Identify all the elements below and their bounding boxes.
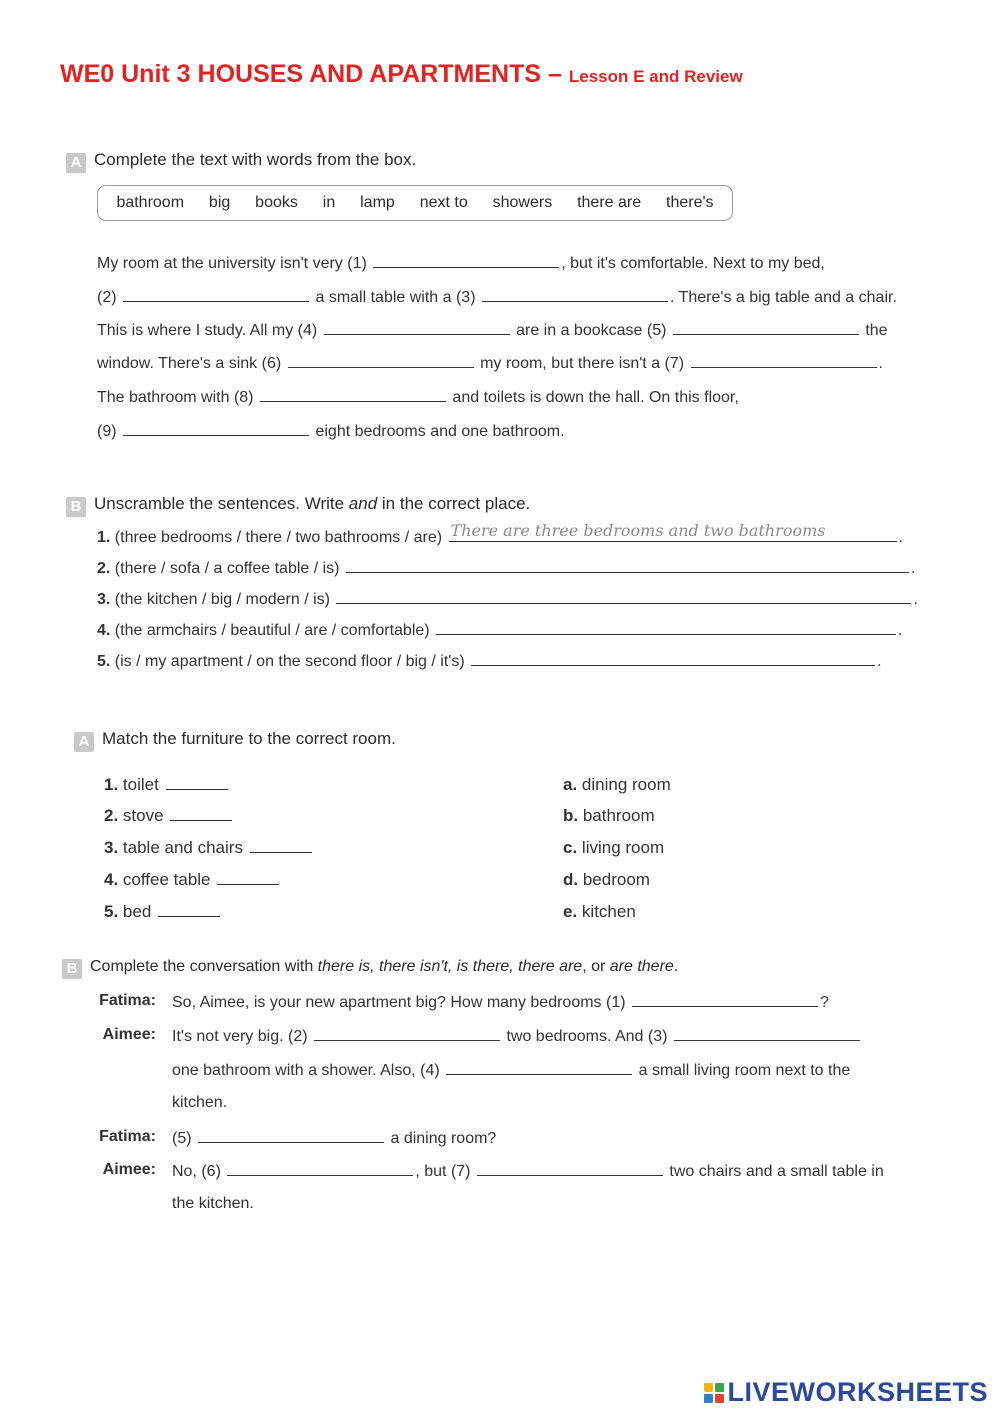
box-word: next to (419, 194, 468, 211)
blank-9[interactable] (123, 421, 309, 436)
speaker-fatima: Fatima: (99, 992, 156, 1009)
furniture-item: 4. coffee table (104, 870, 281, 890)
liveworksheets-logo (704, 1377, 988, 1408)
room-option: e. kitchen (563, 902, 636, 921)
box-word: showers (492, 194, 553, 211)
unscramble-answer-2[interactable] (346, 558, 909, 573)
dialogue-line: No, (6) , but (7) two chairs and a small table in (172, 1163, 884, 1180)
box-word: big (208, 194, 231, 211)
text-line: window. There's a sink (6) my room, but there isn't a (7) . (97, 355, 883, 372)
blank-4[interactable] (324, 320, 510, 335)
dialogue-line: kitchen. (172, 1094, 228, 1111)
blank-6[interactable] (288, 353, 474, 368)
text-line: (9) eight bedrooms and one bathroom. (97, 423, 565, 440)
title-dash: – (548, 60, 562, 88)
dialogue-blank-6[interactable] (227, 1161, 413, 1176)
section1-heading (66, 150, 416, 173)
section1-letter-badge: A (66, 153, 86, 173)
title-sub: Lesson E and Review (568, 67, 743, 86)
match-blank-2[interactable] (170, 806, 232, 821)
furniture-item: 1. toilet (104, 775, 230, 795)
speaker-aimee: Aimee: (102, 1161, 156, 1178)
unscramble-answer-5[interactable] (471, 651, 875, 666)
box-word: lamp (360, 194, 395, 211)
blank-8[interactable] (260, 387, 446, 402)
word-box (97, 185, 733, 221)
section2-letter-badge: B (66, 497, 86, 517)
match-blank-5[interactable] (158, 902, 220, 917)
dialogue-blank-4[interactable] (446, 1060, 632, 1075)
blank-3[interactable] (482, 287, 668, 302)
blank-5[interactable] (673, 320, 859, 335)
match-blank-3[interactable] (250, 838, 312, 853)
furniture-item: 5. bed (104, 902, 222, 922)
dialogue-blank-3[interactable] (674, 1026, 860, 1041)
text-line: My room at the university isn't very (1) , but it's comfortable. Next to my bed, (97, 255, 825, 272)
section2-heading: B Unscramble the sentences. Write and in the correct place. (66, 494, 530, 517)
speaker-aimee: Aimee: (102, 1026, 156, 1043)
unscramble-item: 4. (the armchairs / beautiful / are / comfortable) . (97, 622, 903, 639)
blank-1[interactable] (373, 253, 559, 268)
section4-heading: B Complete the conversation with there is, there isn't, is there, there are, or are there. (62, 958, 678, 979)
section1-instruction: Complete the text with words from the box. (94, 150, 417, 169)
room-option: b. bathroom (563, 806, 655, 825)
furniture-item: 2. stove (104, 806, 234, 826)
section3-heading: A Match the furniture to the correct room. (74, 729, 396, 752)
blank-7[interactable] (691, 353, 877, 368)
room-option: c. living room (563, 838, 665, 857)
text-line: (2) a small table with a (3) . There's a big table and a chair. (97, 289, 897, 306)
box-word: in (322, 194, 336, 211)
title-main: WE0 Unit 3 HOUSES AND APARTMENTS (60, 60, 542, 88)
dialogue-line: It's not very big. (2) two bedrooms. And (3) (172, 1026, 862, 1046)
speaker-fatima: Fatima: (99, 1128, 156, 1145)
furniture-item: 3. table and chairs (104, 838, 314, 858)
box-word: there's (666, 194, 714, 211)
box-word: bathroom (116, 194, 185, 211)
logo-text: LIVEWORKSHEETS (727, 1377, 988, 1407)
page-title (60, 60, 743, 89)
match-blank-1[interactable] (166, 775, 228, 790)
unscramble-answer-3[interactable] (336, 589, 911, 604)
room-option: a. dining room (563, 775, 671, 794)
sample-answer: There are three bedrooms and two bathrooms (450, 521, 826, 540)
dialogue-blank-7[interactable] (477, 1161, 663, 1176)
unscramble-item: 5. (is / my apartment / on the second floor / big / it's) . (97, 653, 882, 670)
section4-letter-badge: B (62, 959, 82, 979)
unscramble-item: 3. (the kitchen / big / modern / is) . (97, 591, 918, 608)
blank-2[interactable] (123, 287, 309, 302)
unscramble-item: 1. (three bedrooms / there / two bathrooms / are) There are three bedrooms and two bathrooms . (97, 521, 903, 546)
box-word: there are (577, 194, 642, 211)
dialogue-blank-1[interactable] (632, 992, 818, 1007)
dialogue-blank-2[interactable] (314, 1026, 500, 1041)
text-line: This is where I study. All my (4) are in a bookcase (5) the (97, 322, 888, 339)
dialogue-line: one bathroom with a shower. Also, (4) a small living room next to the (172, 1062, 851, 1079)
unscramble-answer-4[interactable] (436, 620, 896, 635)
logo-squares-icon (704, 1383, 724, 1403)
text-line: The bathroom with (8) and toilets is down the hall. On this floor, (97, 389, 739, 406)
dialogue-line: (5) a dining room? (172, 1130, 497, 1147)
unscramble-answer-1[interactable] (449, 521, 897, 542)
dialogue-line: So, Aimee, is your new apartment big? How many bedrooms (1) ? (172, 994, 829, 1011)
section3-letter-badge: A (74, 732, 94, 752)
room-option: d. bedroom (563, 870, 650, 889)
box-word: books (255, 194, 298, 211)
match-blank-4[interactable] (217, 870, 279, 885)
dialogue-line: the kitchen. (172, 1195, 254, 1212)
unscramble-item: 2. (there / sofa / a coffee table / is) . (97, 560, 916, 577)
dialogue-blank-5[interactable] (198, 1128, 384, 1143)
